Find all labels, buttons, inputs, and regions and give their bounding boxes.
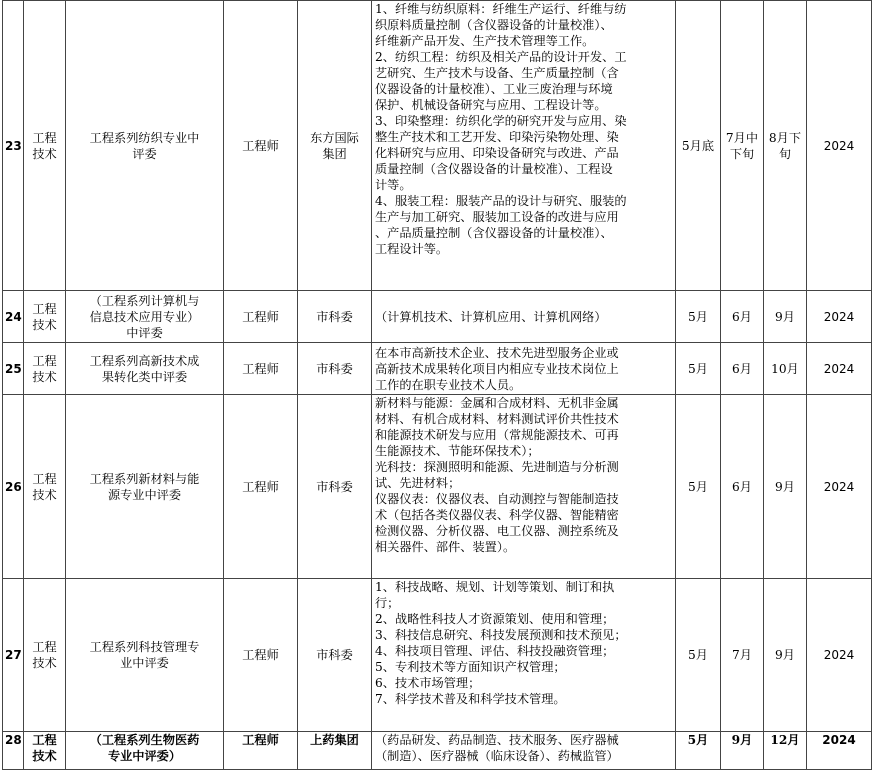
- review-month-cell-line: 6月: [732, 361, 752, 376]
- scope-cell-line: 1、科技战略、规划、计划等策划、制订和执: [375, 580, 615, 594]
- scope-cell-line: 整生产技术和工艺开发、印染污染物处理、染: [375, 130, 619, 144]
- year-cell: 2024: [807, 291, 872, 343]
- scope-cell: [372, 395, 676, 579]
- committee-cell-line: 工程系列纺织专业中: [89, 130, 200, 145]
- category-cell-line: 技术: [32, 749, 57, 763]
- result-month-cell-line: 10月: [771, 361, 799, 376]
- apply-month-cell: [676, 579, 721, 732]
- result-month-cell-line: 12月: [770, 733, 800, 747]
- committee-cell-line: 工程系列科技管理专: [89, 640, 200, 654]
- apply-month-cell: [676, 291, 721, 343]
- category-cell-line: 工程: [32, 733, 57, 747]
- row-number: 25: [3, 343, 24, 395]
- committee-cell-line: （工程系列计算机与: [89, 293, 200, 308]
- review-month-cell-line: 7月: [732, 648, 752, 662]
- review-month-cell-line: 6月: [732, 479, 752, 494]
- scope-cell-line: （计算机技术、计算机应用、计算机网络）: [375, 309, 607, 324]
- committee-cell-line: 中评委: [126, 325, 163, 340]
- scope-cell-line: 、产品质量控制（含仪器设备的计量校准）、: [375, 226, 613, 240]
- organizer-cell: [298, 1, 372, 291]
- apply-month-cell-line: 5月: [688, 648, 708, 662]
- scope-cell-line: 材料、有机合成材料、材料测试评价共性技术: [375, 412, 619, 426]
- row-number: 28: [3, 732, 24, 770]
- row-number: 23: [3, 1, 24, 291]
- organizer-cell: [298, 732, 372, 770]
- scope-cell-line: 5、专利技术等方面知识产权管理；: [375, 660, 566, 674]
- scope-cell-line: 质量控制（含仪器设备的计量校准）、工程设: [375, 162, 613, 176]
- scope-cell-line: 检测仪器、分析仪器、电工仪器、测控系统及: [375, 524, 619, 538]
- result-month-cell: [764, 732, 807, 770]
- table-row: [3, 395, 872, 579]
- scope-cell-line: 保护、机械设备研究与应用、工程设计等。: [375, 98, 607, 112]
- title-level-cell: 工程师: [224, 579, 298, 732]
- result-month-cell-line: 9月: [775, 648, 795, 662]
- organizer-cell-line: 市科委: [316, 361, 353, 376]
- result-month-cell-line: 9月: [775, 309, 795, 324]
- apply-month-cell: [676, 1, 721, 291]
- organizer-cell-line: 市科委: [316, 479, 353, 494]
- category-cell-line: 工程: [32, 471, 57, 486]
- review-month-cell-line: 6月: [732, 309, 752, 324]
- apply-month-cell: [676, 343, 721, 395]
- scope-cell-line: 新材料与能源：金属和合成材料、无机非金属: [375, 396, 619, 410]
- scope-cell-line: 仪器设备的计量校准）、工业三废治理与环境: [375, 82, 613, 96]
- title-level-cell: 工程师: [224, 395, 298, 579]
- committee-cell-line: 源专业中评委: [107, 487, 182, 502]
- table-row: [3, 343, 872, 395]
- category-cell: [24, 1, 66, 291]
- year-cell: 2024: [807, 395, 872, 579]
- year-cell: 2024: [807, 1, 872, 291]
- scope-cell-line: 3、科技信息研究、科技发展预测和技术预见；: [375, 628, 627, 642]
- organizer-cell-line: 集团: [322, 146, 347, 161]
- result-month-cell: [764, 291, 807, 343]
- review-month-cell: [721, 732, 764, 770]
- category-cell: [24, 343, 66, 395]
- committee-cell-line: 业中评委: [120, 656, 169, 670]
- review-month-cell-line: 9月: [731, 733, 753, 747]
- apply-month-cell: [676, 395, 721, 579]
- category-cell-line: 技术: [32, 369, 57, 384]
- scope-cell: [372, 291, 676, 343]
- scope-cell-line: 2、纺织工程：纺织及相关产品的设计开发、工: [375, 50, 627, 64]
- category-cell-line: 技术: [32, 146, 57, 161]
- review-month-cell-line: 下旬: [729, 146, 755, 161]
- scope-cell-line: 工程设计等。: [375, 242, 449, 256]
- scope-cell-line: 生产与加工研究、服装加工设备的改进与应用: [375, 210, 619, 224]
- result-month-cell: [764, 395, 807, 579]
- committee-cell-line: （工程系列生物医药: [89, 733, 200, 747]
- scope-cell-line: 纤维新产品开发、生产技术管理等工作。: [375, 34, 595, 48]
- scope-cell-line: 相关器件、部件、装置）。: [375, 540, 516, 554]
- scope-cell: [372, 343, 676, 395]
- result-month-cell: [764, 1, 807, 291]
- scope-cell-line: 艺研究、生产技术与设备、生产质量控制（含: [375, 66, 619, 80]
- category-cell-line: 工程: [32, 640, 57, 654]
- category-cell-line: 技术: [32, 487, 57, 502]
- scope-cell-line: 在本市高新技术企业、技术先进型服务企业或: [375, 345, 619, 360]
- category-cell: [24, 395, 66, 579]
- review-month-cell: [721, 1, 764, 291]
- organizer-cell: [298, 579, 372, 732]
- organizer-cell: [298, 395, 372, 579]
- committee-cell: [66, 343, 224, 395]
- title-level-cell: 工程师: [224, 732, 298, 770]
- category-cell-line: 技术: [32, 656, 57, 670]
- organizer-cell-line: 东方国际: [310, 130, 359, 145]
- result-month-cell-line: 9月: [775, 479, 795, 494]
- category-cell: [24, 732, 66, 770]
- row-number: 27: [3, 579, 24, 732]
- year-cell: 2024: [807, 579, 872, 732]
- scope-cell-line: 仪器仪表：仪器仪表、自动测控与智能制造技: [375, 492, 619, 506]
- committee-cell: [66, 291, 224, 343]
- scope-cell-line: 术（包括各类仪器仪表、科学仪器、智能精密: [375, 508, 619, 522]
- scope-cell-line: 高新技术成果转化项目内相应专业技术岗位上: [375, 361, 619, 376]
- scope-cell-line: 生能源技术、节能环保技术）；: [375, 444, 540, 458]
- apply-month-cell-line: 5月: [688, 309, 708, 324]
- evaluation-table: [2, 0, 872, 770]
- scope-cell-line: 2、战略性科技人才资源策划、使用和管理；: [375, 612, 615, 626]
- scope-cell-line: 4、服装工程：服装产品的设计与研究、服装的: [375, 194, 627, 208]
- category-cell: [24, 291, 66, 343]
- committee-cell: [66, 395, 224, 579]
- category-cell-line: 技术: [32, 317, 57, 332]
- committee-cell-line: 评委: [132, 146, 157, 161]
- result-month-cell: [764, 343, 807, 395]
- category-cell-line: 工程: [32, 301, 57, 316]
- organizer-cell-line: 市科委: [316, 309, 353, 324]
- year-cell: 2024: [807, 343, 872, 395]
- scope-cell-line: 1、纤维与纺织原料：纤维生产运行、纤维与纺: [375, 2, 627, 16]
- review-month-cell: [721, 291, 764, 343]
- committee-cell: [66, 1, 224, 291]
- result-month-cell-line: 8月下: [768, 130, 802, 145]
- review-month-cell: [721, 343, 764, 395]
- review-month-cell: [721, 395, 764, 579]
- result-month-cell-line: 旬: [778, 146, 792, 161]
- scope-cell-line: 化料研究与应用、印染设备研究与改进、产品: [375, 146, 619, 160]
- scope-cell-line: 7、科学技术普及和科学技术管理。: [375, 692, 566, 706]
- scope-cell-line: （药品研发、药品制造、技术服务、医疗器械: [375, 733, 619, 747]
- row-number: 24: [3, 291, 24, 343]
- committee-cell-line: 果转化类中评委: [101, 369, 188, 384]
- organizer-cell-line: 市科委: [316, 648, 353, 662]
- apply-month-cell-line: 5月底: [681, 138, 715, 153]
- scope-cell-line: 6、技术市场管理；: [375, 676, 481, 690]
- category-cell-line: 工程: [32, 353, 57, 368]
- title-level-cell: 工程师: [224, 1, 298, 291]
- row-number: 26: [3, 395, 24, 579]
- committee-cell: [66, 579, 224, 732]
- scope-cell-line: （制造）、医疗器械（临床设备）、药械监管）: [375, 749, 619, 763]
- committee-cell-line: 专业中评委）: [107, 749, 182, 763]
- scope-cell-line: 试、先进材料；: [375, 476, 461, 490]
- committee-cell: [66, 732, 224, 770]
- table-body: [3, 1, 872, 770]
- organizer-cell: [298, 343, 372, 395]
- review-month-cell: [721, 579, 764, 732]
- review-month-cell-line: 7月中: [725, 130, 759, 145]
- apply-month-cell-line: 5月: [688, 361, 708, 376]
- category-cell: [24, 579, 66, 732]
- apply-month-cell-line: 5月: [687, 733, 709, 747]
- table-row: [3, 291, 872, 343]
- category-cell-line: 工程: [32, 130, 57, 145]
- scope-cell-line: 计等。: [375, 178, 412, 192]
- scope-cell-line: 4、科技项目管理、评估、科技投融资管理；: [375, 644, 615, 658]
- year-cell: 2024: [807, 732, 872, 770]
- scope-cell-line: 工作的在职专业技术人员。: [375, 377, 522, 392]
- organizer-cell: [298, 291, 372, 343]
- scope-cell-line: 3、印染整理：纺织化学的研究开发与应用、染: [375, 114, 627, 128]
- title-level-cell: 工程师: [224, 291, 298, 343]
- organizer-cell-line: 上药集团: [310, 733, 359, 747]
- table-row: [3, 1, 872, 291]
- title-level-cell: 工程师: [224, 343, 298, 395]
- result-month-cell: [764, 579, 807, 732]
- scope-cell-line: 光科技：探测照明和能源、先进制造与分析测: [375, 460, 619, 474]
- scope-cell: [372, 579, 676, 732]
- scope-cell-line: 和能源技术研发与应用（常规能源技术、可再: [375, 428, 619, 442]
- committee-cell-line: 信息技术应用专业）: [89, 309, 200, 324]
- scope-cell-line: 织原料质量控制（含仪器设备的计量校准）、: [375, 18, 613, 32]
- scope-cell: [372, 732, 676, 770]
- apply-month-cell: [676, 732, 721, 770]
- table-row: [3, 579, 872, 732]
- scope-cell-line: 行；: [375, 596, 400, 610]
- table-row: [3, 732, 872, 770]
- committee-cell-line: 工程系列新材料与能: [89, 471, 200, 486]
- scope-cell: [372, 1, 676, 291]
- committee-cell-line: 工程系列高新技术成: [89, 353, 200, 368]
- apply-month-cell-line: 5月: [688, 479, 708, 494]
